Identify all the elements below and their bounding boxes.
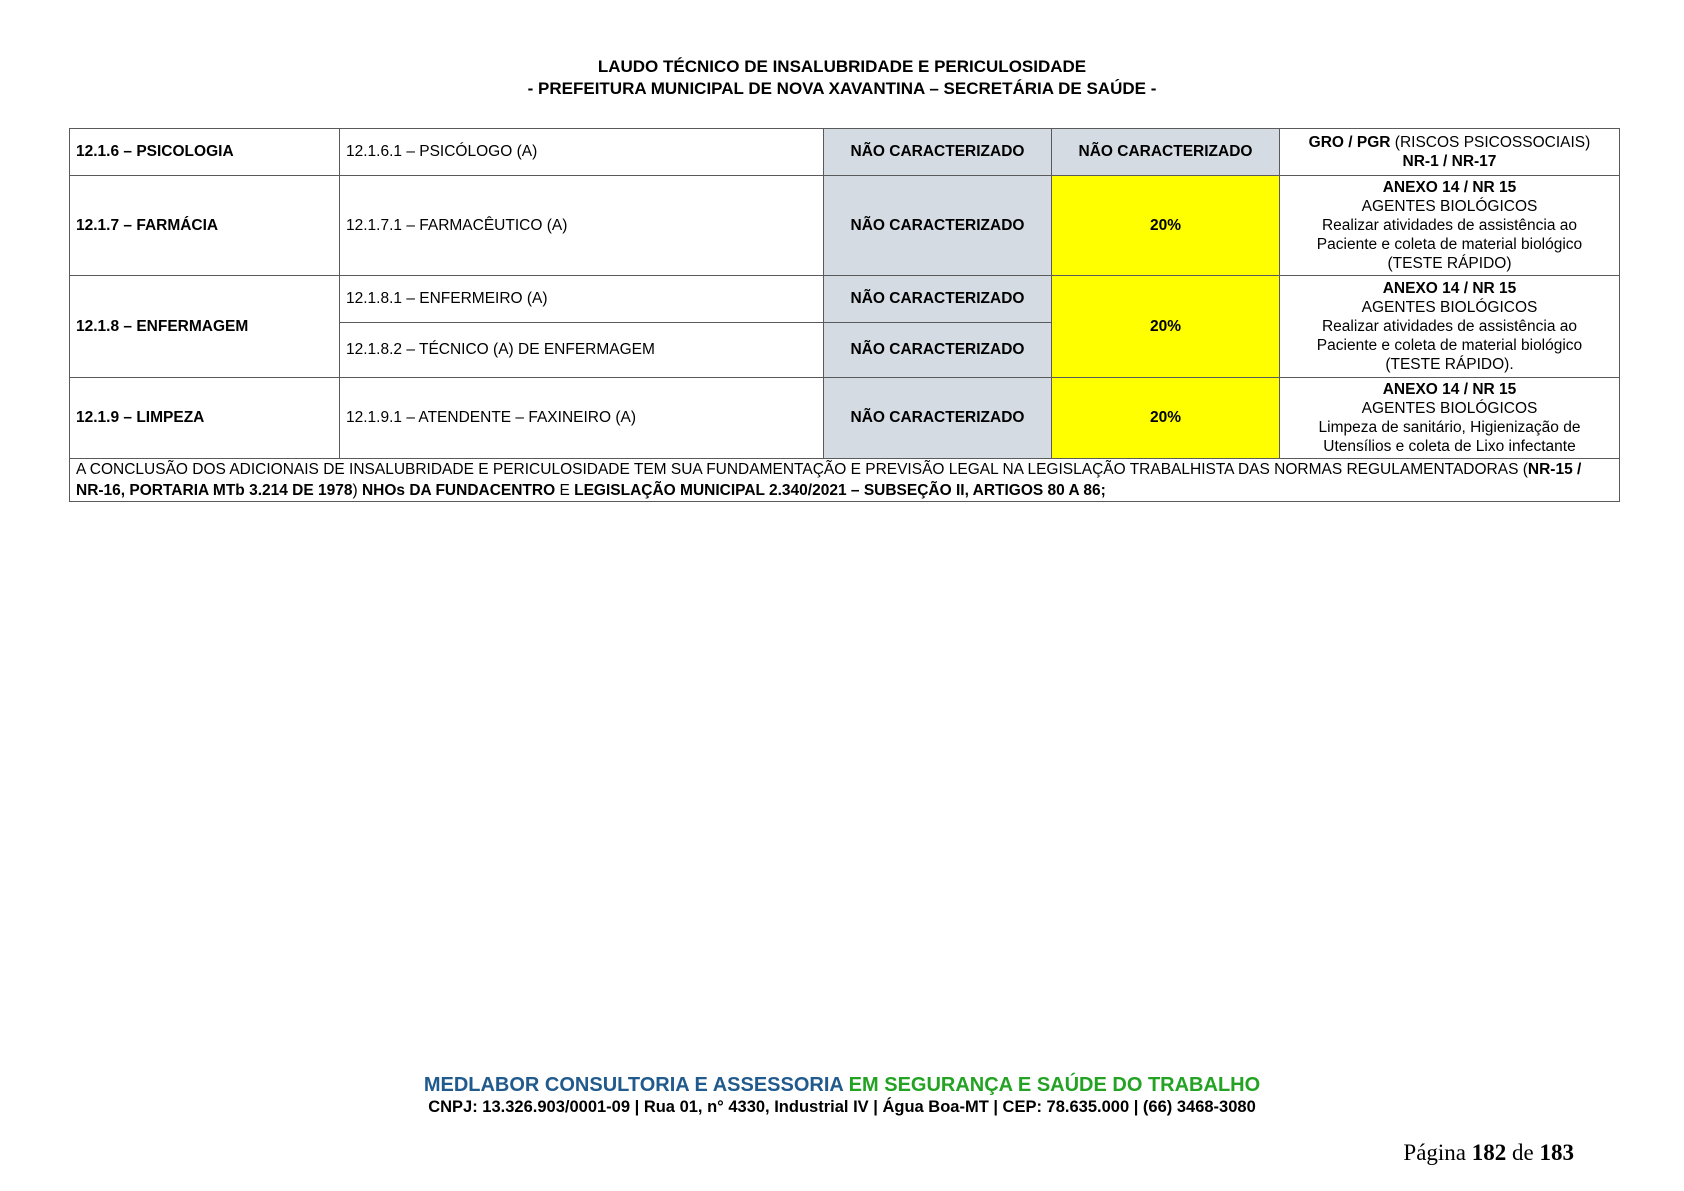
conclusion-text: A CONCLUSÃO DOS ADICIONAIS DE INSALUBRIDADE E PERICULOSIDADE TEM SUA FUNDAMENTAÇÃO E PREVISÃO LEGAL NA LEGISLAÇÃO TRABALHISTA DAS NORMAS REGULAMENTADORAS ( (76, 461, 1528, 478)
function-cell: 12.1.8.2 – TÉCNICO (A) DE ENFERMAGEM (340, 323, 824, 378)
basis-cell (1280, 129, 1620, 176)
conclusion-text: ) (352, 482, 362, 499)
sector-cell: 12.1.9 – LIMPEZA (70, 378, 340, 459)
footer-company-tagline: EM SEGURANÇA E SAÚDE DO TRABALHO (843, 1074, 1261, 1096)
conclusion-bold: LEGISLAÇÃO MUNICIPAL 2.340/2021 – SUBSEÇÃO II, ARTIGOS 80 A 86; (574, 482, 1106, 499)
periculosidade-cell: NÃO CARACTERIZADO (824, 276, 1052, 323)
risk-table (69, 128, 1620, 502)
insalubridade-cell: 20% (1052, 378, 1280, 459)
conclusion-text: E (555, 482, 575, 499)
periculosidade-cell: NÃO CARACTERIZADO (824, 323, 1052, 378)
basis-line: (TESTE RÁPIDO). (1385, 356, 1514, 373)
table-row (70, 459, 1620, 502)
page-current: 182 (1471, 1140, 1507, 1165)
sector-cell: 12.1.8 – ENFERMAGEM (70, 276, 340, 378)
basis-line: Paciente e coleta de material biológico (1316, 337, 1583, 354)
insalubridade-cell: 20% (1052, 276, 1280, 378)
periculosidade-cell: NÃO CARACTERIZADO (824, 176, 1052, 276)
function-cell: 12.1.9.1 – ATENDENTE – FAXINEIRO (A) (340, 378, 824, 459)
page-total: 183 (1539, 1140, 1574, 1165)
header-subtitle: - PREFEITURA MUNICIPAL DE NOVA XAVANTINA – SECRETÁRIA DE SAÚDE - (527, 79, 1157, 98)
basis-title: ANEXO 14 / NR 15 (1382, 381, 1517, 398)
basis-line (1286, 133, 1613, 152)
table-row (70, 276, 1620, 323)
sector-cell: 12.1.6 – PSICOLOGIA (70, 129, 340, 176)
basis-cell (1280, 378, 1620, 459)
table-row (70, 129, 1620, 176)
header-title: LAUDO TÉCNICO DE INSALUBRIDADE E PERICULOSIDADE (597, 57, 1087, 76)
page-number (1403, 1140, 1574, 1166)
basis-line: Realizar atividades de assistência ao (1321, 217, 1578, 234)
table-row (70, 176, 1620, 276)
footer-company-name: MEDLABOR CONSULTORIA E ASSESSORIA (423, 1074, 844, 1096)
basis-line: Paciente e coleta de material biológico (1316, 236, 1583, 253)
basis-line: Realizar atividades de assistência ao (1321, 318, 1578, 335)
function-cell: 12.1.8.1 – ENFERMEIRO (A) (340, 276, 824, 323)
conclusion-bold: NR-15 / NR-16, PORTARIA MTb 3.214 DE 1978 (76, 461, 1582, 499)
basis-norm: NR-1 / NR-17 (1402, 153, 1497, 170)
page-label: Página (1403, 1140, 1472, 1165)
basis-text: (RISCOS PSICOSSOCIAIS) (1390, 134, 1591, 151)
basis-cell (1280, 276, 1620, 378)
insalubridade-cell: 20% (1052, 176, 1280, 276)
conclusion-bold: NHOs DA FUNDACENTRO (361, 482, 556, 499)
basis-title: ANEXO 14 / NR 15 (1382, 179, 1517, 196)
function-cell: 12.1.7.1 – FARMACÊUTICO (A) (340, 176, 824, 276)
periculosidade-cell: NÃO CARACTERIZADO (824, 378, 1052, 459)
conclusion-cell (70, 459, 1620, 502)
insalubridade-cell: NÃO CARACTERIZADO (1052, 129, 1280, 176)
page-sep: de (1506, 1140, 1540, 1165)
basis-cell (1280, 176, 1620, 276)
basis-line: Utensílios e coleta de Lixo infectante (1323, 438, 1576, 455)
basis-line: AGENTES BIOLÓGICOS (1361, 299, 1538, 316)
basis-line: AGENTES BIOLÓGICOS (1361, 400, 1538, 417)
function-cell: 12.1.6.1 – PSICÓLOGO (A) (340, 129, 824, 176)
sector-cell: 12.1.7 – FARMÁCIA (70, 176, 340, 276)
footer-company (0, 1074, 1684, 1097)
periculosidade-cell: NÃO CARACTERIZADO (824, 129, 1052, 176)
basis-line: (TESTE RÁPIDO) (1387, 255, 1512, 272)
document-header (0, 56, 1684, 100)
basis-line: Limpeza de sanitário, Higienização de (1318, 419, 1581, 436)
basis-line: AGENTES BIOLÓGICOS (1361, 198, 1538, 215)
footer-address: CNPJ: 13.326.903/0001-09 | Rua 01, n° 4330, Industrial IV | Água Boa-MT | CEP: 78.635.000 | (66) 3468-3080 (428, 1098, 1256, 1116)
basis-bold: GRO / PGR (1308, 134, 1391, 151)
table-row (70, 378, 1620, 459)
basis-title: ANEXO 14 / NR 15 (1382, 280, 1517, 297)
